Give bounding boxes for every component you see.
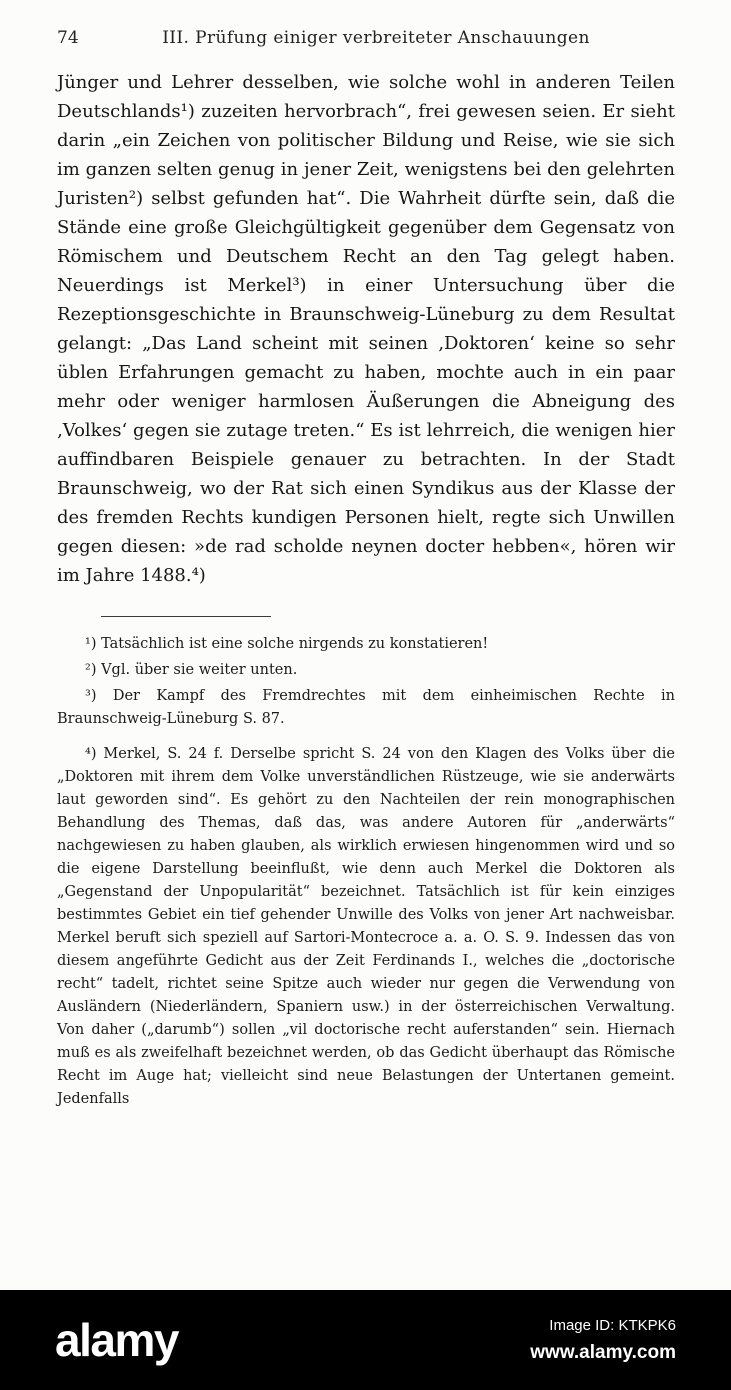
image-id-text: Image ID: KTKPK6 [549,1316,676,1334]
alamy-url-text: www.alamy.com [530,1341,676,1363]
footnote-4: ⁴) Merkel, S. 24 f. Derselbe spricht S. 24 von den Klagen des Volks über die „Doktoren mit ihrem dem Volke unverständlichen Rüstzeuge, wie sie anderwärts laut geworden sind“. Es gehört zu den Nachteilen der rein monographischen Behandlung des Themas, daß das, was andere Autoren für „anderwärts“ nachgewiesen zu haben glauben, als wirklich erwiesen hingenommen wird und so die eigene Darstellung beeinflußt, wie denn auch Merkel die Doktoren als „Gegenstand der Unpopularität“ bezeichnet. Tatsächlich ist für kein einziges bestimmtes Gebiet ein tief gehender Unwille des Volks von jener Art nachweisbar. Merkel beruft sich speziell auf Sartori-Montecroce a. a. O. S. 9. Indessen das von diesem angeführte Gedicht aus der Zeit Ferdinands I., welches die „doctorische recht“ tadelt, richtet seine Spitze auch wieder nur gegen die Verwendung von Ausländern (Niederländern, Spaniern usw.) in der österreichischen Verwaltung. Von daher („darumb“) sollen „vil doctorische recht auferstanden“ sein. Hiernach muß es als zweifelhaft bezeichnet werden, ob das Gedicht überhaupt das Römische Recht im Auge hat; vielleicht sind neue Belastungen der Untertanen gemeint. Jedenfalls [57,746,675,1107]
footnote-2: ²) Vgl. über sie weiter unten. [85,662,298,678]
running-header [57,28,675,48]
alamy-logo: alamy [55,1314,178,1366]
footnotes-section [57,633,675,1111]
footnote-1: ¹) Tatsächlich ist eine solche nirgends zu konstatieren! [85,636,489,652]
watermark-bar [0,1290,731,1390]
page-number: 74 [57,28,79,48]
footnote-3: ³) Der Kampf des Fremdrechtes mit dem einheimischen Rechte in Braunschweig-Lüneburg S. 87. [57,688,675,727]
chapter-heading: III. Prüfung einiger verbreiteter Anschauungen [162,28,590,48]
footnote-separator-rule [101,616,271,617]
watermark-info [530,1317,676,1364]
body-paragraph: Jünger und Lehrer desselben, wie solche wohl in anderen Teilen Deutschlands¹) zuzeiten hervorbrach“, frei gewesen seien. Er sieht darin „ein Zeichen von politischer Bildung und Reise, wie sie sich im ganzen selten genug in jener Zeit, wenigstens bei den gelehrten Juristen²) selbst gefunden hat“. Die Wahrheit dürfte sein, daß die Stände eine große Gleichgültigkeit gegenüber dem Gegensatz von Römischem und Deutschem Recht an den Tag gelegt haben. Neuerdings ist Merkel³) in einer Untersuchung über die Rezeptionsgeschichte in Braunschweig-Lüneburg zu dem Resultat gelangt: „Das Land scheint mit seinen ‚Doktoren‘ keine so sehr üblen Erfahrungen gemacht zu haben, mochte auch in ein paar mehr oder weniger harmlosen Äußerungen die Abneigung des ‚Volkes‘ gegen sie zutage treten.“ Es ist lehrreich, die wenigen hier auffindbaren Beispiele genauer zu betrachten. In der Stadt Braunschweig, wo der Rat sich einen Syndikus aus der Klasse der des fremden Rechts kundigen Personen hielt, regte sich Unwillen gegen diesen: »de rad scholde neynen docter hebben«, hören wir im Jahre 1488.⁴) [57,72,675,586]
